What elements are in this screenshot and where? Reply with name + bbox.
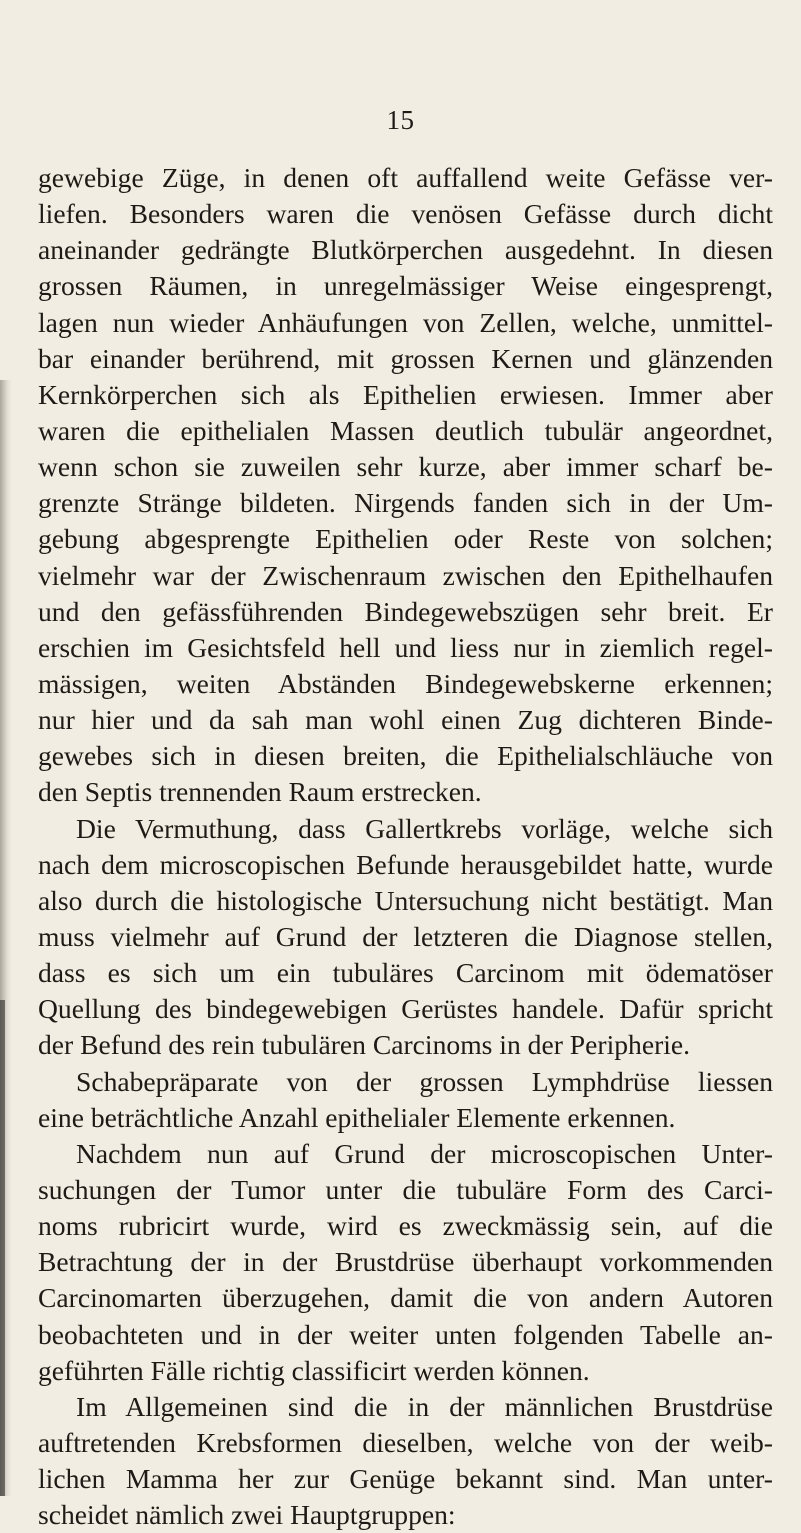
text-line: gewebes sich in diesen breiten, die Epithelialschläuche von — [38, 740, 773, 772]
text-line: wenn schon sie zuweilen sehr kurze, aber immer scharf be- — [38, 451, 773, 483]
text-line: nur hier und da sah man wohl einen Zug dichteren Binde- — [38, 704, 773, 736]
page-edge-binding — [0, 1000, 5, 1496]
body-text — [38, 160, 773, 1533]
text-line: suchungen der Tumor unter die tubuläre Form des Carci- — [38, 1173, 773, 1205]
text-line: beobachteten und in der weiter unten folgenden Tabelle an- — [38, 1318, 773, 1350]
text-line: auftretenden Krebsformen dieselben, welche von der weib- — [38, 1426, 773, 1458]
text-line: dass es sich um ein tubuläres Carcinom mit ödematöser — [38, 957, 773, 989]
page-number: 15 — [386, 105, 415, 135]
text-line: gebung abgesprengte Epithelien oder Reste von solchen; — [38, 523, 773, 555]
text-line: Betrachtung der in der Brustdrüse überhaupt vorkommenden — [38, 1246, 773, 1278]
text-line: grenzte Stränge bildeten. Nirgends fanden sich in der Um- — [38, 487, 773, 519]
text-line: nach dem microscopischen Befunde herausgebildet hatte, wurde — [38, 848, 773, 880]
paragraph-end-line: der Befund des rein tubulären Carcinoms in der Peripherie. — [38, 1029, 691, 1061]
paragraph-end-line: geführten Fälle richtig classificirt werden können. — [38, 1354, 590, 1386]
text-line: lichen Mamma her zur Genüge bekannt sind. Man unter- — [38, 1463, 773, 1495]
text-line: liefen. Besonders waren die venösen Gefässe durch dicht — [38, 198, 773, 230]
text-line: Quellung des bindegewebigen Gerüstes handele. Dafür spricht — [38, 993, 773, 1025]
text-line: grossen Räumen, in unregelmässiger Weise eingesprengt, — [38, 270, 773, 302]
paragraph-end-line: den Septis trennenden Raum erstrecken. — [38, 776, 482, 808]
text-line: also durch die histologische Untersuchung nicht bestätigt. Man — [38, 884, 773, 916]
paragraph-start-line: Im Allgemeinen sind die in der männlichen Brustdrüse — [76, 1390, 773, 1422]
text-line: mässigen, weiten Abständen Bindegewebskerne erkennen; — [38, 667, 773, 699]
paragraph-start-line: Schabepräparate von der grossen Lymphdrüse liessen — [76, 1065, 773, 1097]
text-line: vielmehr war der Zwischenraum zwischen den Epithelhaufen — [38, 559, 773, 591]
text-line: muss vielmehr auf Grund der letzteren die Diagnose stellen, — [38, 920, 773, 952]
text-line: Carcinomarten überzugehen, damit die von andern Autoren — [38, 1282, 773, 1314]
paragraph-start-line: Die Vermuthung, dass Gallertkrebs vorläge, welche sich — [76, 812, 773, 844]
text-line: bar einander berührend, mit grossen Kernen und glänzenden — [38, 342, 773, 374]
paragraph-start-line: Nachdem nun auf Grund der microscopischen Unter- — [76, 1137, 773, 1169]
text-line: aneinander gedrängte Blutkörperchen ausgedehnt. In diesen — [38, 234, 773, 266]
text-line: noms rubricirt wurde, wird es zweckmässig sein, auf die — [38, 1210, 773, 1242]
text-line: lagen nun wieder Anhäufungen von Zellen, welche, unmittel- — [38, 306, 773, 338]
text-line: und den gefässführenden Bindegewebszügen sehr breit. Er — [38, 595, 773, 627]
paragraph-end-line: scheidet nämlich zwei Hauptgruppen: — [38, 1499, 456, 1531]
text-line: gewebige Züge, in denen oft auffallend weite Gefässe ver- — [38, 162, 773, 193]
text-line: waren die epithelialen Massen deutlich tubulär angeordnet, — [38, 414, 773, 446]
text-line: erschien im Gesichtsfeld hell und liess nur in ziemlich regel- — [38, 631, 773, 663]
text-line: Kernkörperchen sich als Epithelien erwiesen. Immer aber — [38, 378, 773, 410]
paragraph-end-line: eine beträchtliche Anzahl epithelialer Elemente erkennen. — [38, 1101, 676, 1133]
